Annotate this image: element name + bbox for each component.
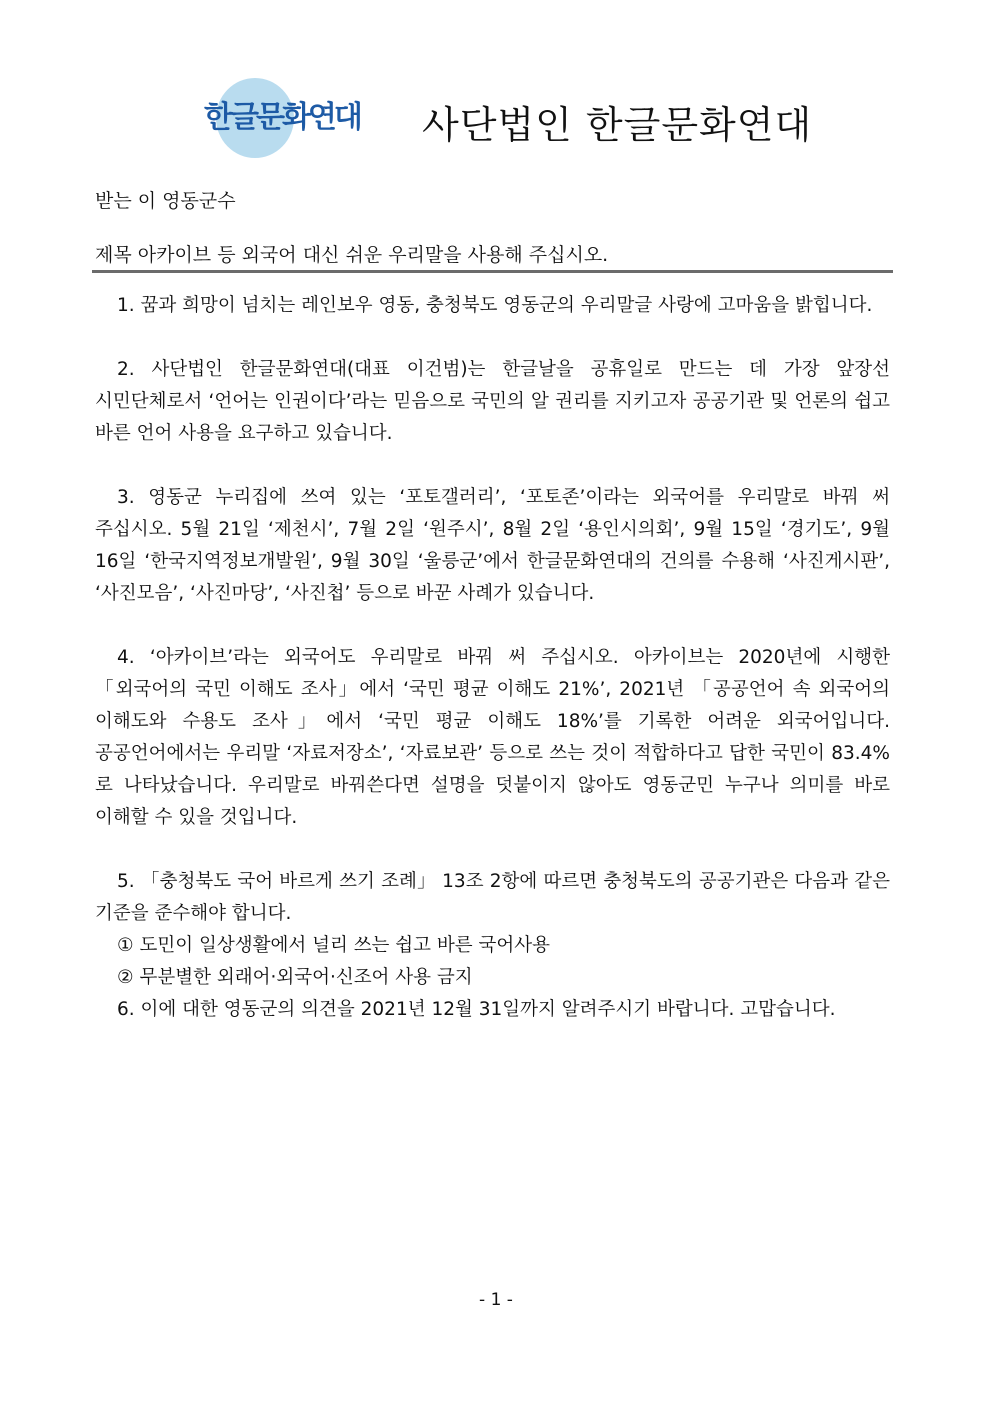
organization-title: 사단법인 한글문화연대	[422, 103, 813, 147]
paragraph-2: 2. 사단법인 한글문화연대(대표 이건범)는 한글날을 공휴일로 만드는 데 가장 앞장선 시민단체로서 ‘언어는 인권이다’라는 믿음으로 국민의 알 권리를 지키고자 공공기관 및 언론의 쉽고 바른 언어 사용을 요구하고 있습니다.	[95, 359, 890, 444]
paragraph-4: 4. ‘아카이브’라는 외국어도 우리말로 바꿔 써 주십시오. 아카이브는 2020년에 시행한 「외국어의 국민 이해도 조사」에서 ‘국민 평균 이해도 21%’, 2021년 「공공언어 속 외국어의 이해도와 수용도 조사」에서 ‘국민 평균 이해도 18%’를 기록한 어려운 외국어입니다. 공공언어에서는 우리말 ‘자료저장소’, ‘자료보관’ 등으로 쓰는 것이 적합하다고 답한 국민이 83.4%로 나타났습니다. 우리말로 바꿔쓴다면 설명을 덧붙이지 않아도 영동군민 누구나 의미를 바로 이해할 수 있을 것입니다.	[95, 647, 890, 828]
paragraph-1: 1. 꿈과 희망이 넘치는 레인보우 영동, 충청북도 영동군의 우리말글 사랑에 고마움을 밝힙니다.	[117, 295, 873, 316]
letterhead	[200, 78, 813, 164]
page-number: - 1 -	[479, 1290, 513, 1310]
closing-paragraph: 6. 이에 대한 영동군의 의견을 2021년 12월 31일까지 알려주시기 바랍니다. 고맙습니다.	[117, 999, 836, 1020]
paragraph-3: 3. 영동군 누리집에 쓰여 있는 ‘포토갤러리’, ‘포토존’이라는 외국어를 우리말로 바꿔 써 주십시오. 5월 21일 ‘제천시’, 7월 2일 ‘원주시’, 8월 2일 ‘용인시의회’, 9월 15일 ‘경기도’, 9월 16일 ‘한국지역정보개발원’, 9월 30일 ‘울릉군’에서 한글문화연대의 건의를 수용해 ‘사진게시판’, ‘사진모음’, ‘사진마당’, ‘사진첩’ 등으로 바꾼 사례가 있습니다.	[95, 487, 890, 604]
paragraph-5: 5. 「충청북도 국어 바르게 쓰기 조례」 13조 2항에 따르면 충청북도의 공공기관은 다음과 같은 기준을 준수해야 합니다.	[95, 871, 890, 924]
logo: 한글문화연대	[204, 100, 360, 135]
letter-body	[95, 290, 890, 1058]
recipient-line: 받는 이 영동군수	[95, 190, 236, 212]
list-item: ② 무분별한 외래어·외국어·신조어 사용 금지	[117, 967, 473, 988]
subject-line: 제목 아카이브 등 외국어 대신 쉬운 우리말을 사용해 주십시오.	[95, 244, 609, 266]
subject-divider	[92, 270, 893, 273]
list-item: ① 도민이 일상생활에서 널리 쓰는 쉽고 바른 국어사용	[117, 935, 551, 956]
